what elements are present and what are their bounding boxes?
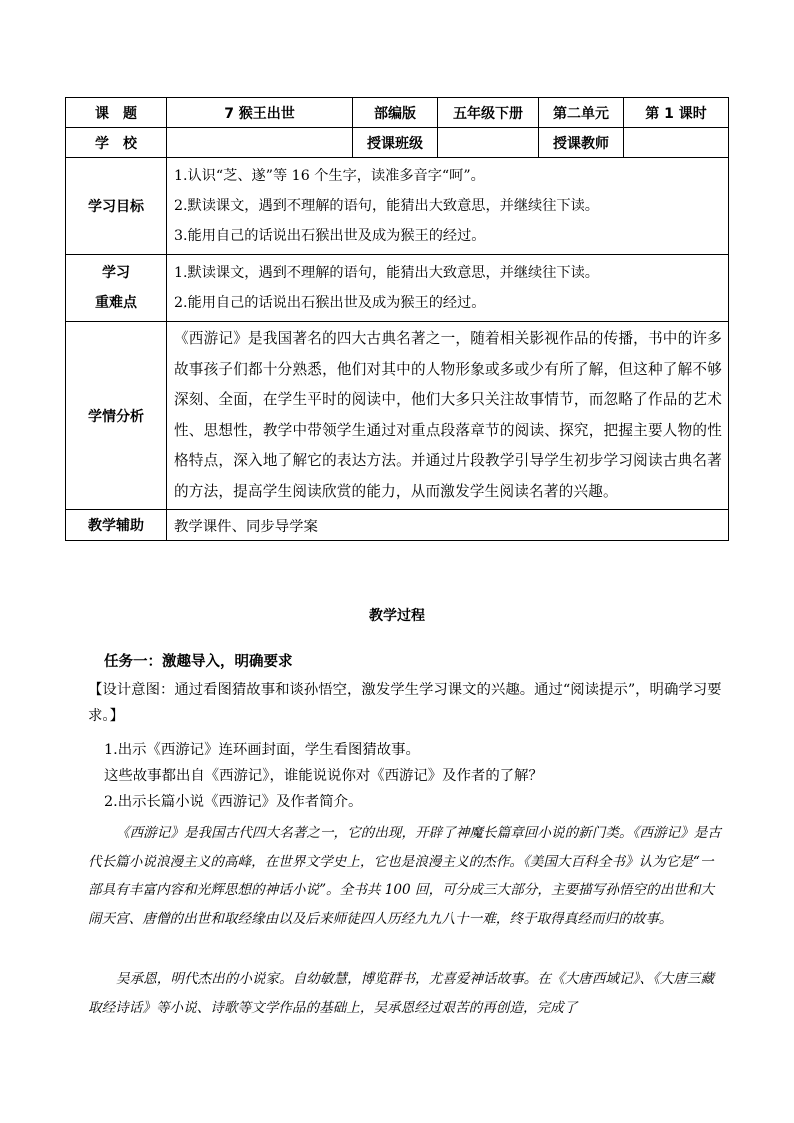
teacher-label: 授课教师	[539, 128, 624, 158]
grade-cell: 五年级下册	[438, 98, 539, 128]
lesson-plan-table	[65, 97, 729, 541]
key-point-item: 1.默读课文，遇到不理解的语句，能猜出大致意思，并继续往下读。	[174, 265, 599, 281]
goal-item: 3.能用自己的话说出石猴出世及成为猴王的经过。	[174, 228, 486, 244]
key-points-label-line1: 学习	[102, 265, 130, 281]
school-label: 学 校	[66, 128, 167, 158]
topic-label: 课 题	[66, 98, 167, 128]
teacher-value	[624, 128, 729, 158]
author-intro: 吴承恩，明代杰出的小说家。自幼敏慧，博览群书，尤喜爱神话故事。在《大唐西域记》、《大唐三藏取经诗话》等小说、诗歌等文学作品的基础上，吴承恩经过艰苦的再创造，完成了	[88, 971, 715, 1016]
table-row	[66, 158, 729, 255]
school-value	[167, 128, 353, 158]
aids-label: 教学辅助	[66, 510, 167, 541]
step2-text: 2.出示长篇小说《西游记》及作者简介。	[104, 794, 363, 810]
table-row	[66, 128, 729, 158]
book-intro: 《西游记》是我国古代四大名著之一，它的出现，开辟了神魔长篇章回小说的新门类。《西游记》是古代长篇小说浪漫主义的高峰，在世界文学史上，它也是浪漫主义的杰作。《美国大百科全书》认为它是“一部具有丰富内容和光辉思想的神话小说”。全书共 100 回，可分成三大部分，主要描写孙悟空的出世和大闹天宫、唐僧的出世和取经缘由以及后来师徒四人历经九九八十一难，终于取得真经而归的故事。	[88, 825, 721, 927]
key-point-item: 2.能用自己的话说出石猴出世及成为猴王的经过。	[174, 295, 486, 311]
aids-value: 教学课件、同步导学案	[167, 510, 729, 541]
period-cell: 第 1 课时	[624, 98, 729, 128]
step1-text: 1.出示《西游记》连环画封面，学生看图猜故事。	[104, 742, 420, 758]
analysis-text: 《西游记》是我国著名的四大古典名著之一，随着相关影视作品的传播，书中的许多故事孩子们都十分熟悉，他们对其中的人物形象或多或少有所了解，但这种了解不够深刻、全面，在学生平时的阅读中，他们大多只关注故事情节，而忽略了作品的艺术性、思想性，教学中带领学生通过对重点段落章节的阅读、探究，把握主要人物的性格特点，深入地了解它的表达方法。并通过片段教学引导学生初步学习阅读古典名著的方法，提高学生阅读欣赏的能力，从而激发学生阅读名著的兴趣。	[167, 322, 729, 510]
analysis-label: 学情分析	[66, 322, 167, 510]
key-points-label	[66, 255, 167, 322]
table-row	[66, 255, 729, 322]
step1-question: 这些故事都出自《西游记》，谁能说说你对《西游记》及作者的了解？	[104, 768, 543, 784]
task1-title: 任务一：激趣导入，明确要求	[104, 654, 293, 670]
goals-label: 学习目标	[66, 158, 167, 255]
class-value	[438, 128, 539, 158]
unit-cell: 第二单元	[539, 98, 624, 128]
goal-item: 1.认识“芝、遂”等 16 个生字，读准多音字“呵”。	[174, 168, 485, 184]
key-points-label-line2: 重难点	[95, 295, 137, 311]
lesson-title: 7 猴王出世	[167, 98, 353, 128]
key-points-content	[167, 255, 729, 322]
design-intent: 【设计意图：通过看图猜故事和谈孙悟空，激发学生学习课文的兴趣。通过“阅读提示”，明确学习要求。】	[88, 682, 722, 724]
table-row	[66, 98, 729, 128]
table-row	[66, 510, 729, 541]
goals-content	[167, 158, 729, 255]
class-label: 授课班级	[353, 128, 438, 158]
table-row	[66, 322, 729, 510]
process-title: 教学过程	[369, 608, 425, 624]
edition-cell: 部编版	[353, 98, 438, 128]
goal-item: 2.默读课文，遇到不理解的语句，能猜出大致意思，并继续往下读。	[174, 198, 599, 214]
